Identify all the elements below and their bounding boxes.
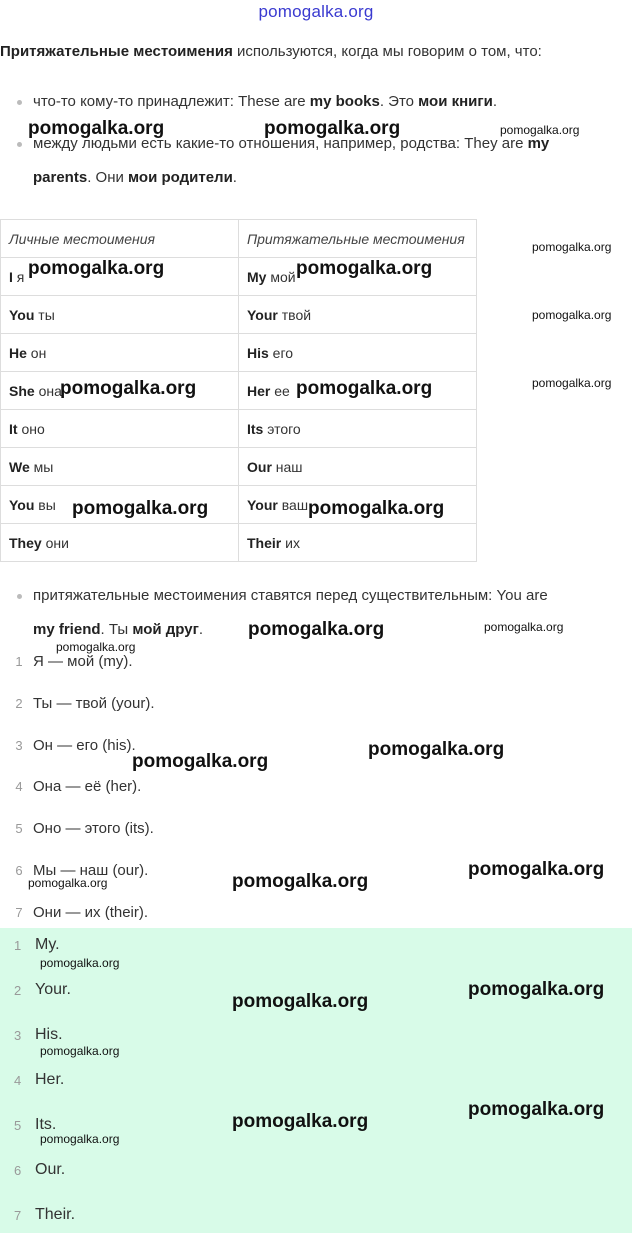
watermark: pomogalka.org xyxy=(296,258,433,279)
watermark: pomogalka.org xyxy=(264,118,401,139)
bullet-item-1 xyxy=(33,93,497,110)
pronoun-ru: я xyxy=(12,268,25,285)
table-row xyxy=(1,334,477,372)
pronoun-en: His xyxy=(247,344,269,361)
list-item: Она — её (her). xyxy=(33,778,142,795)
pronoun-ru: мой xyxy=(266,268,296,285)
answer-item: Our. xyxy=(35,1161,66,1178)
intro-paragraph xyxy=(0,42,632,62)
pronoun-ru: они xyxy=(41,534,69,551)
watermark: pomogalka.org xyxy=(60,378,197,399)
watermark: pomogalka.org xyxy=(296,378,433,399)
watermark: pomogalka.org xyxy=(28,118,165,139)
table-header-possessive: Притяжательные местоимения xyxy=(239,220,477,258)
table-row xyxy=(1,410,477,448)
pronoun-en: She xyxy=(9,382,35,399)
bullet-text: . xyxy=(232,169,237,186)
watermark: pomogalka.org xyxy=(484,620,564,634)
bullet-bold: my xyxy=(527,135,550,152)
answer-item: Your. xyxy=(35,981,71,998)
watermark: pomogalka.org xyxy=(232,871,369,892)
bullet-bold: мои книги xyxy=(418,93,493,110)
watermark: pomogalka.org xyxy=(28,876,108,890)
watermark: pomogalka.org xyxy=(40,1044,120,1058)
table-cell-personal xyxy=(1,524,239,562)
pronoun-en: Your xyxy=(247,306,278,323)
list-item-number: 3 xyxy=(15,738,23,753)
answer-item: His. xyxy=(35,1026,63,1043)
watermark: pomogalka.org xyxy=(28,258,165,279)
pronoun-ru: его xyxy=(268,344,294,361)
pronoun-en: You xyxy=(9,306,35,323)
list-item-number: 2 xyxy=(15,696,23,711)
table-header-personal: Личные местоимения xyxy=(1,220,239,258)
table-row xyxy=(1,296,477,334)
site-header[interactable]: pomogalka.org xyxy=(258,2,374,21)
list-item-number: 4 xyxy=(15,779,23,794)
pronoun-ru: он xyxy=(26,344,47,361)
table-header-row xyxy=(1,220,477,258)
answer-item: My. xyxy=(35,936,60,953)
answer-number: 1 xyxy=(14,938,22,953)
table-cell-possessive xyxy=(239,334,477,372)
pronoun-ru: она xyxy=(34,382,62,399)
bullet-bold: my books xyxy=(309,93,380,110)
list-item: Я — мой (my). xyxy=(33,653,133,670)
watermark: pomogalka.org xyxy=(468,979,605,1000)
pronoun-ru: мы xyxy=(29,458,54,475)
watermark: pomogalka.org xyxy=(56,640,136,654)
pronoun-ru: ваш xyxy=(277,496,309,513)
pronoun-ru: оно xyxy=(17,420,45,437)
watermark: pomogalka.org xyxy=(500,123,580,137)
list-item: Ты — твой (your). xyxy=(33,695,155,712)
bullet-item-3-line1: притяжательные местоимения ставятся перед существительным: You are xyxy=(33,587,548,604)
answer-number: 7 xyxy=(14,1208,22,1223)
watermark: pomogalka.org xyxy=(308,498,445,519)
table-cell-possessive xyxy=(239,524,477,562)
watermark: pomogalka.org xyxy=(368,739,505,760)
list-item-number: 6 xyxy=(15,863,23,878)
answer-number: 6 xyxy=(14,1163,22,1178)
table-cell-personal xyxy=(1,410,239,448)
pronoun-ru: ее xyxy=(270,382,290,399)
pronoun-ru: их xyxy=(281,534,300,551)
answer-number: 5 xyxy=(14,1118,22,1133)
table-row xyxy=(1,524,477,562)
list-item: Мы — наш (our). xyxy=(33,862,149,879)
list-item: Они — их (their). xyxy=(33,904,149,921)
bullet-text: между людьми есть какие-то отношения, например, родства: They are xyxy=(33,135,528,152)
answer-item: Its. xyxy=(35,1116,57,1133)
bullet-bold: parents xyxy=(33,169,88,186)
bullet-bold: мой друг xyxy=(132,621,199,638)
pronoun-ru: твой xyxy=(277,306,312,323)
intro-text: используются, когда мы говорим о том, что: xyxy=(232,43,542,60)
bullet-text: . xyxy=(492,93,498,110)
table-cell-personal xyxy=(1,334,239,372)
bullet-dot xyxy=(17,142,22,147)
list-item: Оно — этого (its). xyxy=(33,820,154,837)
watermark: pomogalka.org xyxy=(468,859,605,880)
pronoun-ru: ты xyxy=(34,306,55,323)
watermark: pomogalka.org xyxy=(72,498,209,519)
table-cell-personal xyxy=(1,448,239,486)
table-cell-possessive xyxy=(239,448,477,486)
table-row xyxy=(1,448,477,486)
pronoun-en: It xyxy=(9,420,18,437)
answer-number: 2 xyxy=(14,983,22,998)
table-cell-possessive xyxy=(239,296,477,334)
bullet-bold: мои родители xyxy=(128,169,233,186)
watermark: pomogalka.org xyxy=(40,956,120,970)
pronoun-ru: этого xyxy=(263,420,301,437)
answer-number: 4 xyxy=(14,1073,22,1088)
bullet-item-2-line2 xyxy=(33,169,237,186)
bullet-item-3-line2 xyxy=(33,621,203,638)
watermark: pomogalka.org xyxy=(232,991,369,1012)
watermark: pomogalka.org xyxy=(468,1099,605,1120)
watermark: pomogalka.org xyxy=(532,240,612,254)
pronoun-en: Our xyxy=(247,458,272,475)
pronoun-en: Your xyxy=(247,496,278,513)
bullet-text: что-то кому-то принадлежит: These are xyxy=(33,93,310,110)
answer-number: 3 xyxy=(14,1028,22,1043)
intro-bold: Притяжательные местоимения xyxy=(0,43,233,60)
pronoun-en: We xyxy=(9,458,30,475)
watermark: pomogalka.org xyxy=(248,619,385,640)
bullet-text: . xyxy=(198,621,204,638)
answer-item: Her. xyxy=(35,1071,65,1088)
bullet-text: . Это xyxy=(379,93,419,110)
table-cell-possessive xyxy=(239,410,477,448)
pronoun-en: Their xyxy=(247,534,282,551)
pronoun-ru: вы xyxy=(34,496,56,513)
table-cell-personal xyxy=(1,296,239,334)
watermark: pomogalka.org xyxy=(40,1132,120,1146)
bullet-text: . Они xyxy=(87,169,129,186)
list-item-number: 7 xyxy=(15,905,23,920)
pronoun-ru: наш xyxy=(271,458,303,475)
list-item-number: 5 xyxy=(15,821,23,836)
pronoun-en: My xyxy=(247,268,267,285)
watermark: pomogalka.org xyxy=(132,751,269,772)
watermark: pomogalka.org xyxy=(532,308,612,322)
pronoun-en: You xyxy=(9,496,35,513)
bullet-bold: my friend xyxy=(33,621,101,638)
list-item-number: 1 xyxy=(15,654,23,669)
pronoun-en: Its xyxy=(247,420,264,437)
pronoun-en: He xyxy=(9,344,27,361)
answer-item: Their. xyxy=(35,1206,76,1223)
pronoun-en: Her xyxy=(247,382,271,399)
answer-block xyxy=(0,928,632,1233)
bullet-dot xyxy=(17,100,22,105)
list-item: Он — его (his). xyxy=(33,737,136,754)
pronoun-en: I xyxy=(9,268,13,285)
bullet-dot xyxy=(17,594,22,599)
bullet-text: . Ты xyxy=(100,621,133,638)
pronoun-en: They xyxy=(9,534,42,551)
watermark: pomogalka.org xyxy=(532,376,612,390)
watermark: pomogalka.org xyxy=(232,1111,369,1132)
